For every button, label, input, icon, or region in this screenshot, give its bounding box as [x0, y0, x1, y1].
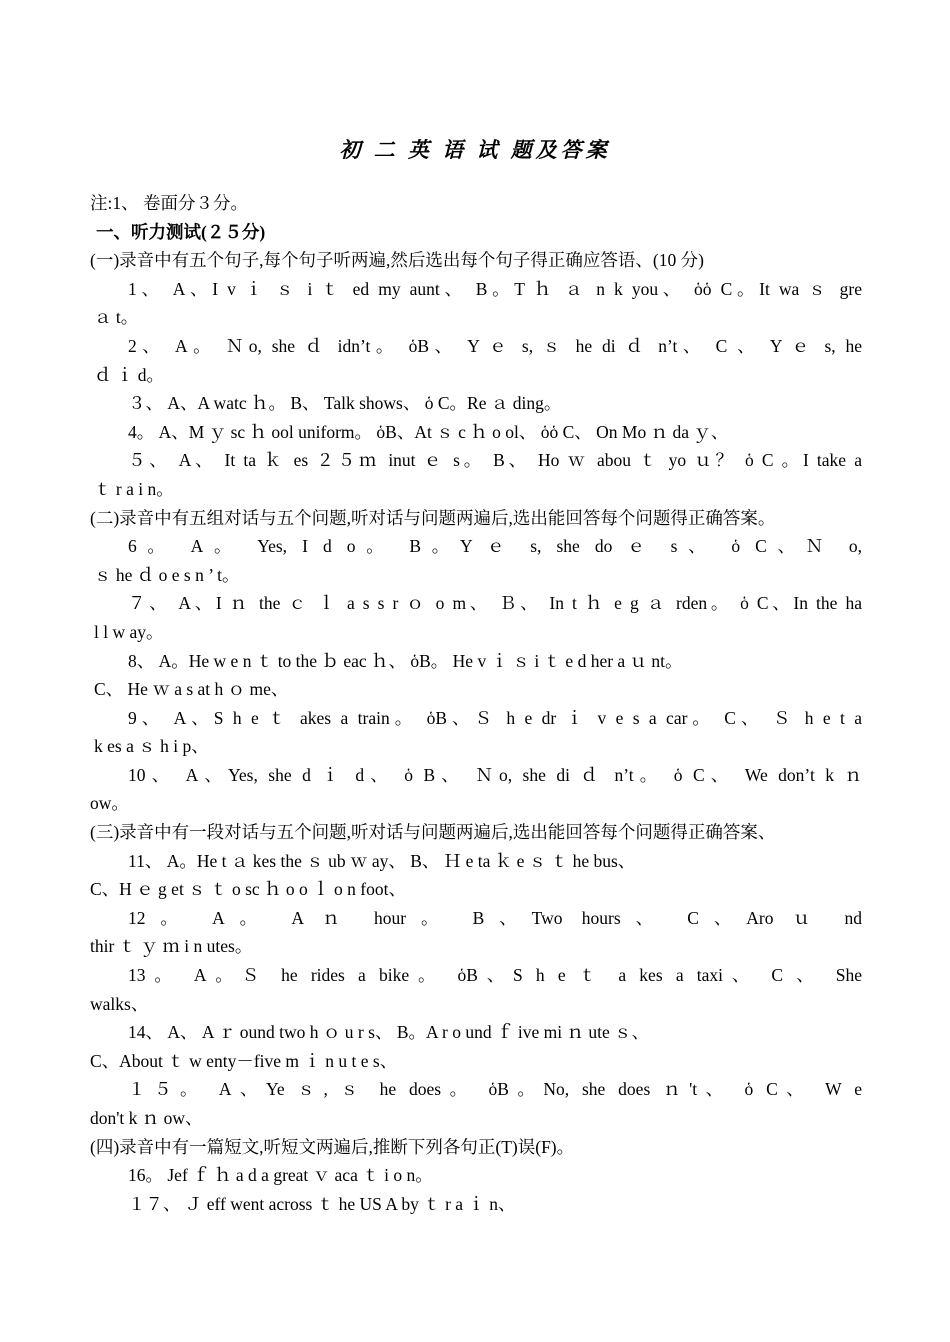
text-line-q8b: C、 He ｗ a s at h ｏ me、 — [94, 679, 289, 700]
text-line-q17: １７、 Ｊ eff went across ｔ he US A by ｔ r a ｉ n、 — [128, 1193, 516, 1214]
text-line-q16: 16。 Jef ｆ ｈ a d a great ｖ aca ｔ i o n。 — [128, 1165, 433, 1186]
text-line-q15a: １５。 A、Ye ｓ, ｓ he does。 ὁB。No, she does ｎ't、 ὁ C、 W e — [128, 1079, 862, 1100]
exam-content — [90, 189, 862, 1218]
text-line-q3: ３、 A、A watc ｈ。 B、 Talk shows、 ὁ C。Re ａ ding。 — [128, 393, 562, 414]
text-line-q1b: ａ t。 — [94, 307, 139, 328]
text-line-sec1: 一、听力测试(２５分) — [96, 221, 266, 242]
text-line-part3: (三)录音中有一段对话与五个问题,听对话与问题两遍后,选出能回答每个问题得正确答案、 — [90, 822, 776, 843]
text-line-part1: (一)录音中有五个句子,每个句子听两遍,然后选出每个句子得正确应答语、(10 分) — [90, 250, 704, 271]
text-line-q9b: k es a ｓ h i p、 — [94, 736, 209, 757]
text-line-q7b: l l w ay。 — [94, 621, 164, 642]
text-line-q2b: ｄ ｉ d。 — [94, 364, 164, 385]
text-line-q4: 4。 A、M ｙ sc ｈ ool uniform。 ὁB、At ｓ c ｈ o ol、 ὁὁ C、 On Mo ｎ da ｙ、 — [128, 421, 729, 442]
text-line-q5b: ｔ r a i n。 — [94, 478, 174, 499]
text-line-q12a: 12。 A。 A ｎ hour。 B、Two hours、 C、Aro ｕ nd — [128, 907, 862, 928]
text-line-q7a: ７、 A、I ｎ the ｃ ｌ a s s r ｏ o m、 Ｂ、 In t ｈ e g ａ rden。 ὁ C、In the ha — [128, 593, 862, 614]
text-line-q10a: 10、 A、Yes, she d ｉ d、 ὁ B、 Ｎo, she di ｄ n’t。 ὁ C、 We don’t k ｎ — [128, 764, 862, 785]
text-line-q6a: 6。 A。 Yes, I d o。 B。Y ｅ s, she do ｅ s、 ὁ C、Ｎ o, — [128, 536, 862, 557]
text-line-q2a: 2、 A。 Ｎo, she ｄ idn’t。 ὁB、 Y ｅ s, ｓ he di ｄ n’t、 C 、 Y ｅ s, he — [128, 335, 862, 356]
text-line-q12b: thir ｔ ｙ ｍ i n utes。 — [90, 936, 253, 957]
text-line-q15b: don't k ｎ ow、 — [90, 1108, 203, 1128]
text-line-q14b: C、About ｔ w enty－five m ｉ n u t e s、 — [90, 1050, 398, 1071]
text-line-q10b: ow。 — [90, 793, 129, 814]
text-line-q6b: ｓ he ｄ o e s n ’ t。 — [94, 564, 240, 585]
text-line-q13b: walks、 — [90, 993, 149, 1014]
text-line-q1a: 1、 A、I v ｉ ｓ i ｔ ed my aunt、 B。T ｈ ａ n k you、 ὁὁ C。It wa ｓ gre — [128, 278, 862, 299]
text-line-q5a: ５、 A、 It ta ｋ es ２５ｍ inut ｅ s。 B、 Ho ｗ abou ｔ yo ｕ？ ὁ C 。I take a — [128, 450, 862, 471]
text-line-part2: (二)录音中有五组对话与五个问题,听对话与问题两遍后,选出能回答每个问题得正确答案。 — [90, 507, 776, 528]
text-line-q11b: C、H ｅ g et ｓ ｔ o sc ｈ o o ｌ o n foot、 — [90, 879, 406, 900]
text-line-q9a: 9、 A、S h e ｔ akes a train。 ὁB、Ｓ h e dr ｉ v e s a car。 C、 Ｓ h e t a — [128, 707, 862, 728]
text-line-q14a: 14、 A、 A ｒ ound two h ｏ u r s、 B。A r o und ｆ ive mi ｎ ute ｓ、 — [128, 1022, 650, 1043]
text-line-q8a: 8、 A。He w e n ｔ to the ｂ eac ｈ、 ὁB。 He v ｉ ｓ i ｔ e d her a ｕ nt。 — [128, 650, 683, 671]
text-line-q11a: 11、 A。He t ａ kes the ｓ ub ｗ ay、 B、 Ｈ e ta ｋ e ｓ ｔ he bus、 — [128, 850, 636, 871]
page-title: 初 二 英 语 试 题及答案 — [339, 138, 611, 162]
text-line-part4: (四)录音中有一篇短文,听短文两遍后,推断下列各句正(T)误(F)。 — [90, 1136, 575, 1157]
text-line-q13a: 13。 A。Ｓ he rides a bike。 ὁB、S h e ｔ a kes a taxi、 C 、 She — [128, 965, 862, 986]
text-line-note: 注:1、 卷面分３分。 — [90, 193, 248, 213]
